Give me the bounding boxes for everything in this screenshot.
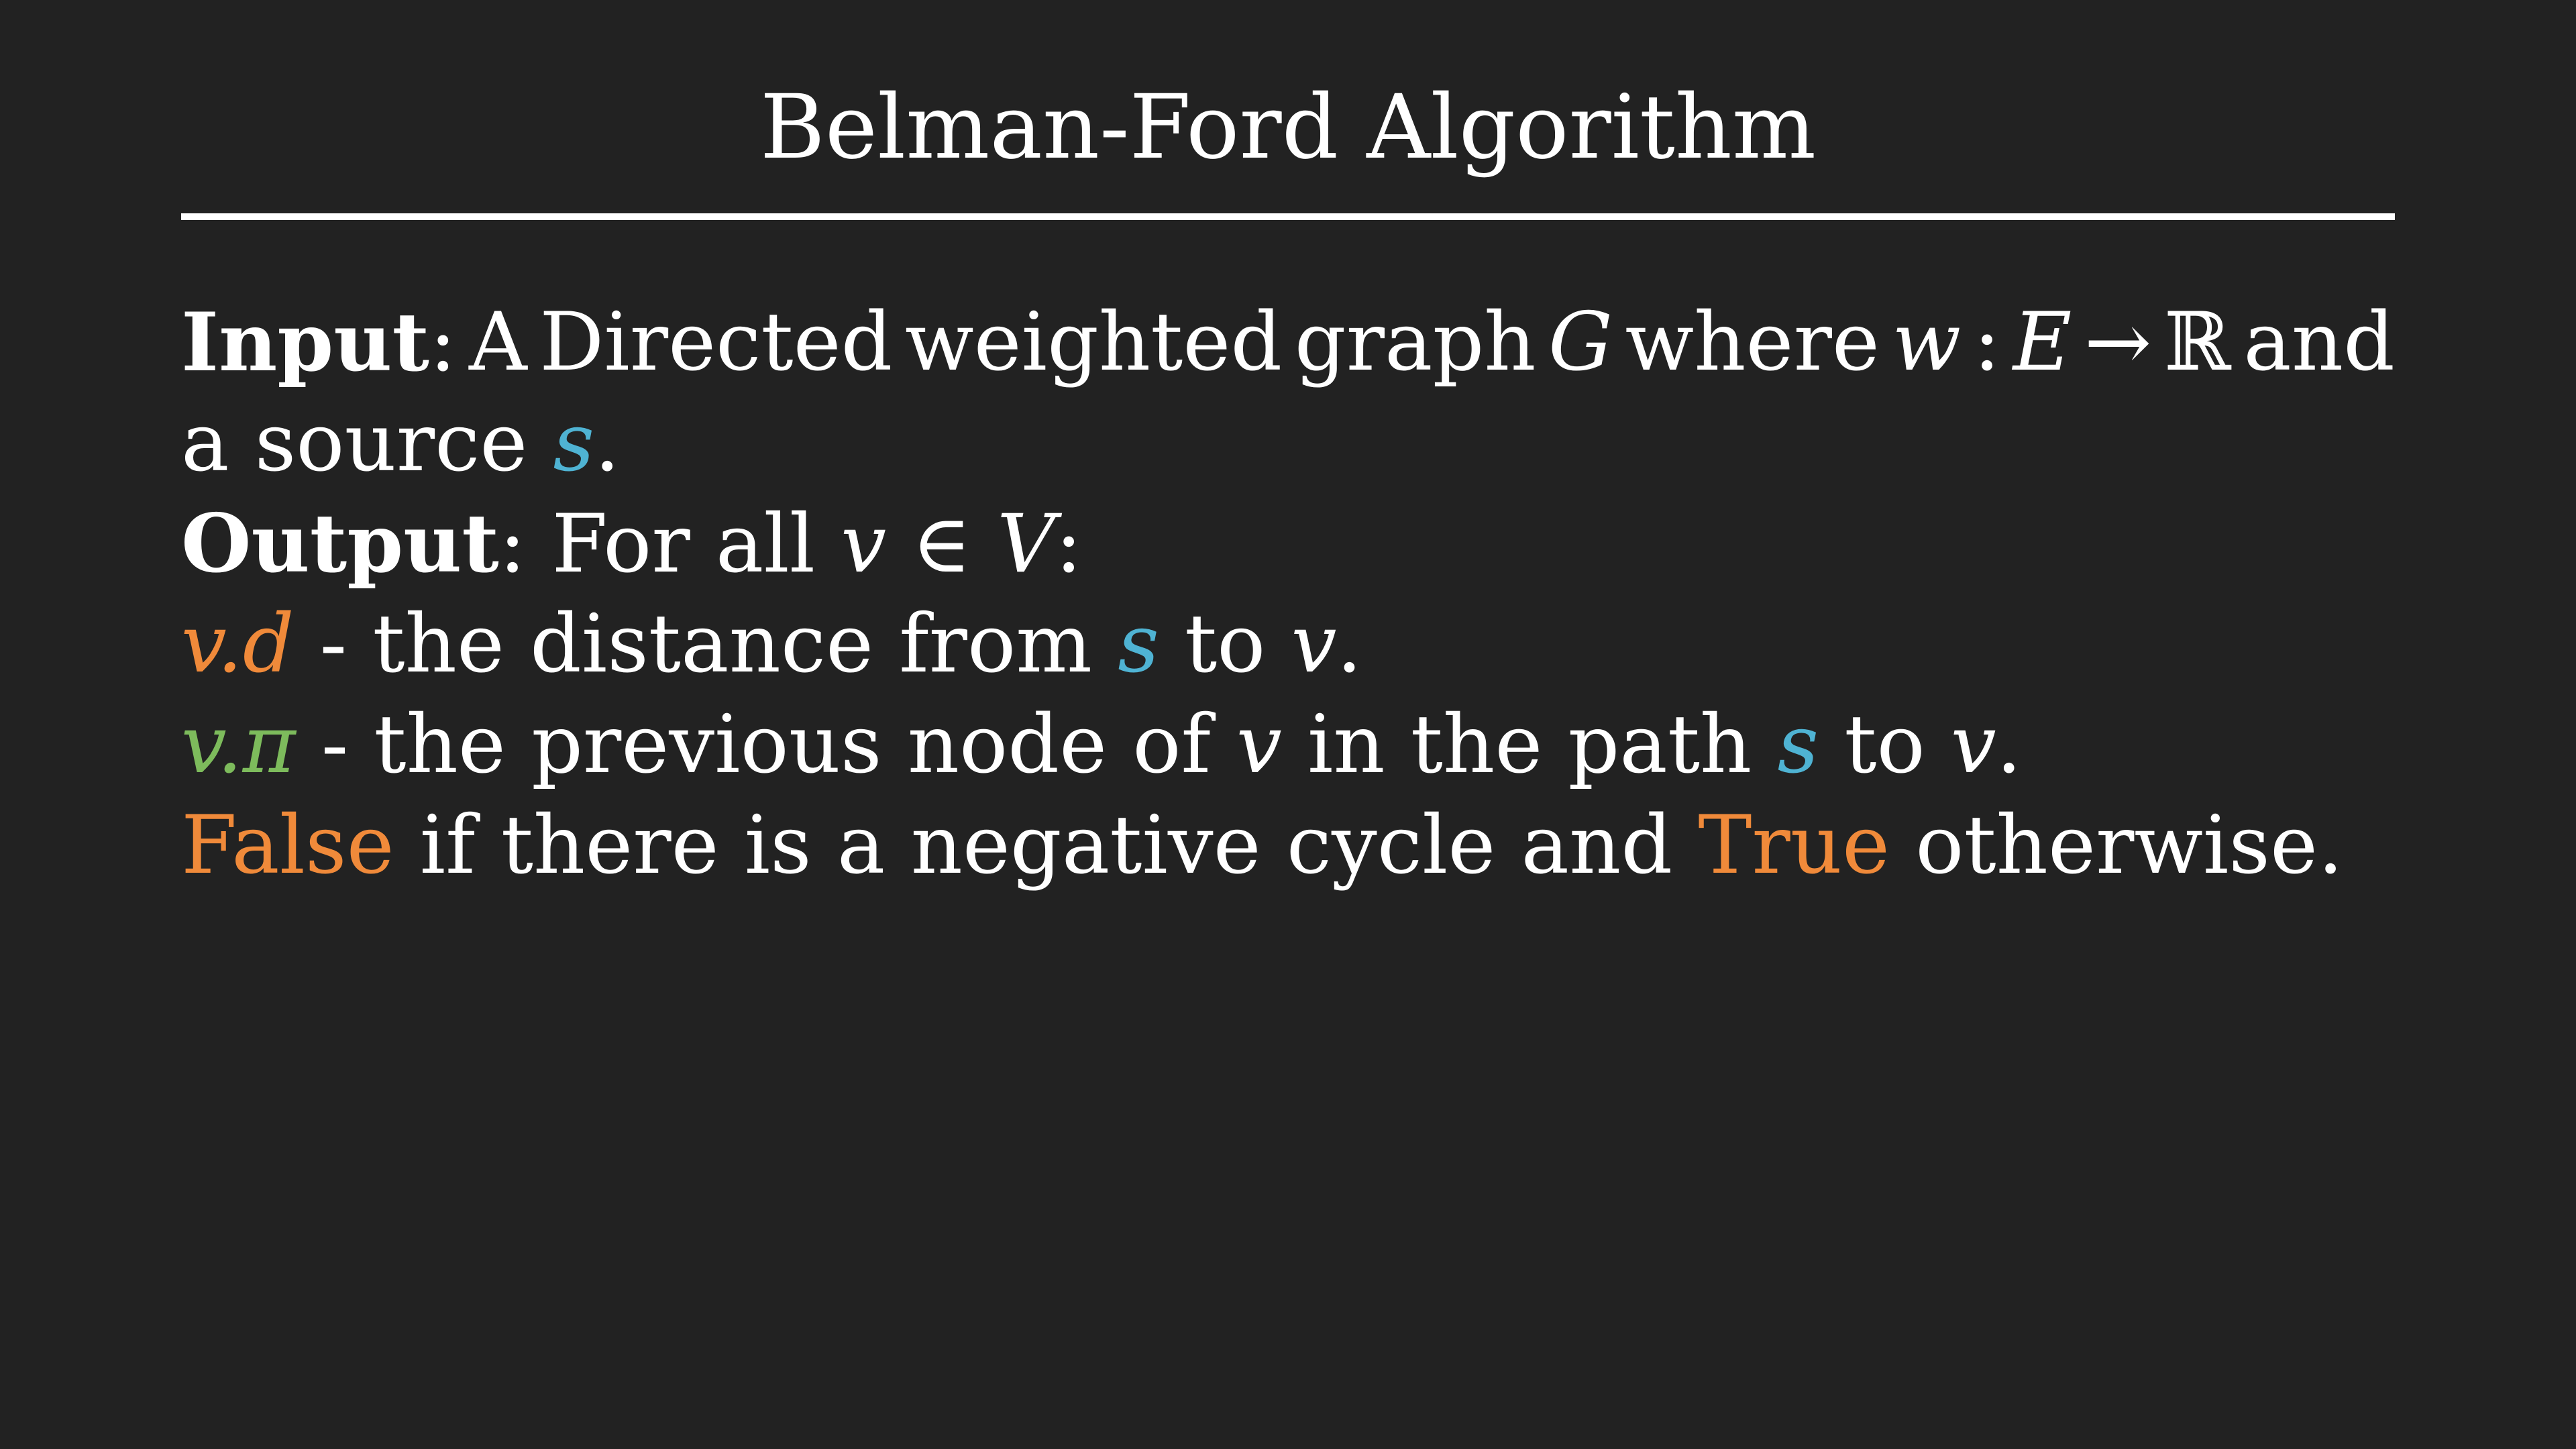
arrow-symbol: →	[2084, 296, 2152, 389]
var-v: v	[1291, 598, 1337, 691]
slide-title: Belman-Ford Algorithm	[759, 76, 1817, 179]
weight-var-w: w	[1892, 296, 1962, 389]
word-graph: graph	[1294, 296, 1536, 389]
otherwise-text: otherwise.	[1915, 799, 2344, 892]
output-label: Output	[181, 496, 499, 591]
path-text: in the path	[1307, 698, 1752, 792]
to-text: to	[1844, 698, 1925, 792]
element-of-symbol: ∈	[912, 498, 972, 591]
output-line: Output: For all v ∈ V:	[181, 496, 1083, 591]
var-v: v	[1236, 698, 1282, 792]
source-var-s: s	[1118, 598, 1159, 691]
true-label: True	[1698, 799, 1890, 892]
distance-attr: v.d	[181, 598, 294, 691]
graph-var-G: G	[1548, 296, 1613, 389]
input-line-1	[181, 292, 2395, 393]
colon-symbol: :	[1973, 296, 2001, 389]
period: .	[1336, 598, 1362, 691]
var-v: v	[841, 498, 887, 591]
var-v: v	[1950, 698, 1996, 792]
previous-line	[181, 695, 2402, 796]
word-a: A	[468, 296, 527, 389]
distance-text: - the distance from	[319, 598, 1093, 691]
distance-line	[181, 594, 2402, 695]
word-directed: Directed	[539, 296, 893, 389]
output-text: For all	[551, 498, 816, 591]
period: .	[1996, 698, 2022, 792]
output-colon: :	[1055, 498, 1083, 591]
word-where: where	[1625, 296, 1880, 389]
edge-set-E: E	[2012, 296, 2072, 389]
to-text: to	[1184, 598, 1266, 691]
source-var-s: s	[553, 396, 595, 490]
false-label: False	[181, 799, 394, 892]
input-label: Input	[181, 295, 429, 390]
source-text: a source	[181, 396, 528, 490]
previous-attr: v.π	[181, 698, 296, 792]
input-line-2	[181, 393, 2402, 494]
result-text: if there is a negative cycle and	[419, 799, 1673, 892]
word-and: and	[2243, 296, 2395, 389]
vertex-set-V: V	[997, 498, 1055, 591]
title-divider	[181, 213, 2395, 220]
source-var-s: s	[1777, 698, 1819, 792]
period: .	[594, 396, 621, 490]
result-line	[181, 796, 2402, 896]
reals-symbol: ℝ	[2164, 296, 2231, 389]
input-label-group: Input:	[181, 295, 457, 390]
previous-text: - the previous node of	[321, 698, 1211, 792]
word-weighted: weighted	[904, 296, 1283, 389]
slide-body	[181, 292, 2402, 896]
